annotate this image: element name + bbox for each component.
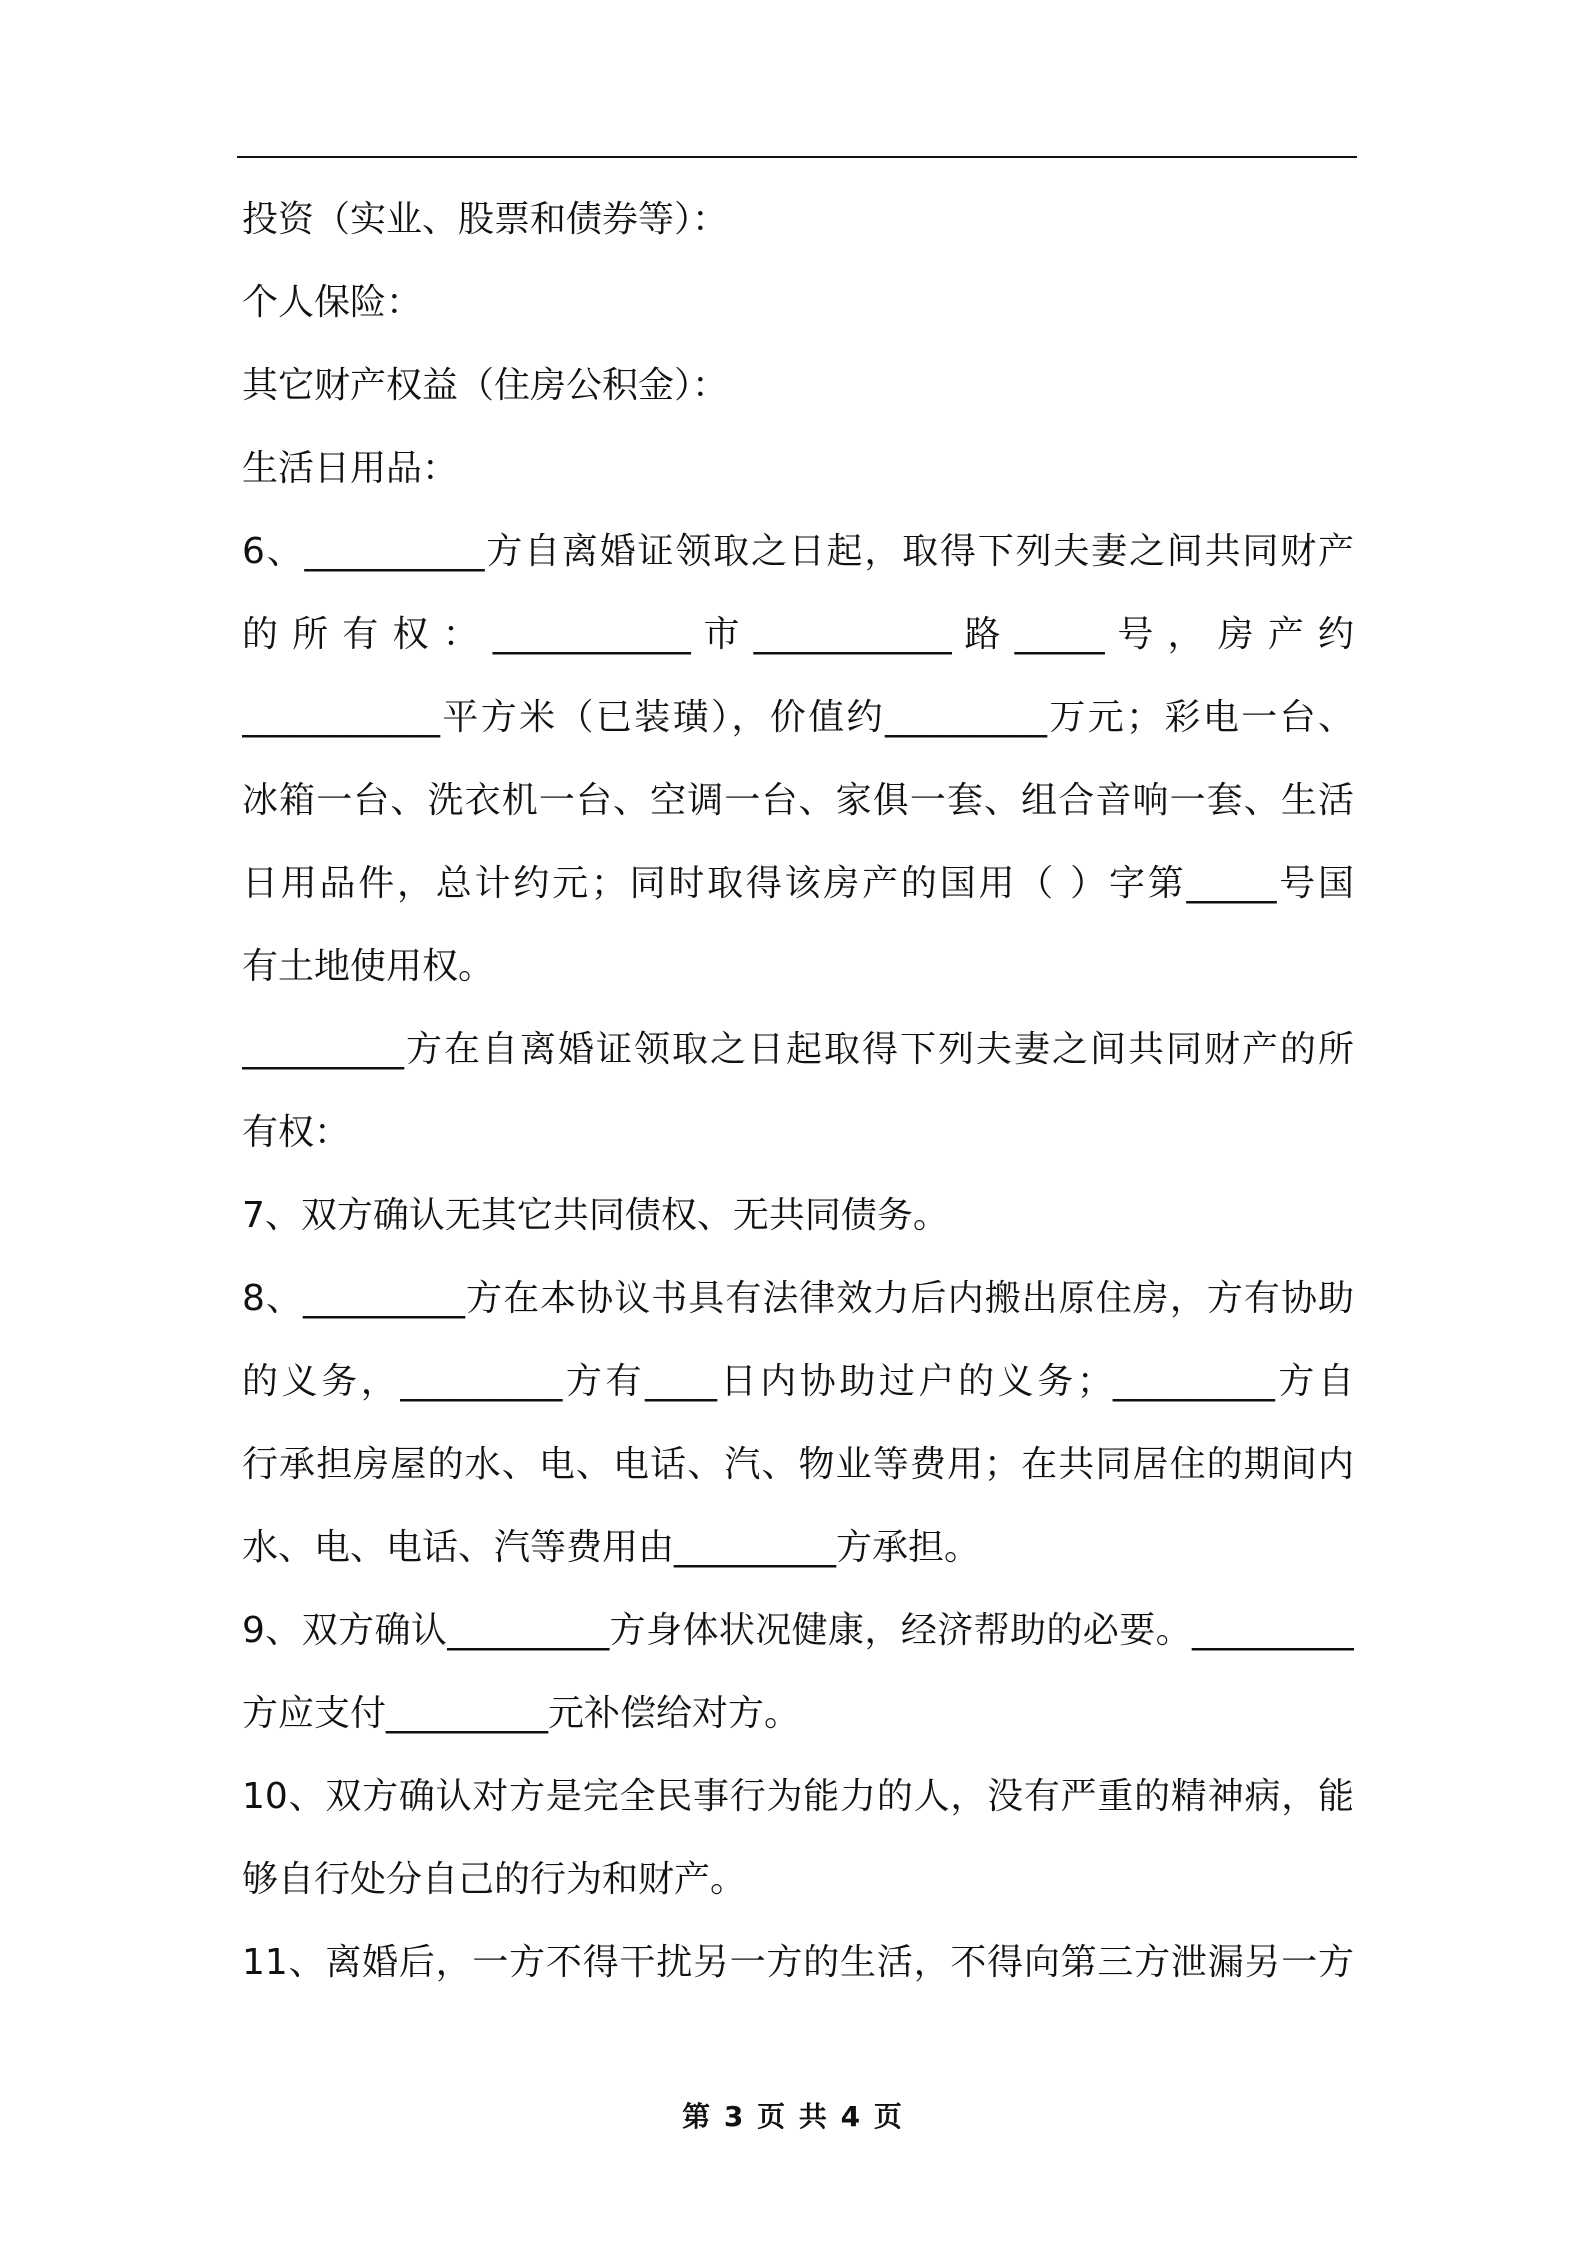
text-line: 有土地使用权。 — [242, 946, 495, 987]
document-body — [242, 178, 1354, 2004]
text-line-clause-11: 11、离婚后，一方不得干扰另一方的生活，不得向第三方泄漏另一方 — [242, 1942, 1354, 1983]
header-rule — [237, 156, 1357, 158]
text-line-investment: 投资（实业、股票和债券等）： — [242, 199, 729, 240]
text-line: ___________平方米（已装璜），价值约_________万元；彩电一台、 — [242, 697, 1354, 738]
text-line-clause-10: 10、双方确认对方是完全民事行为能力的人，没有严重的精神病，能 — [242, 1776, 1354, 1817]
text-line: 冰箱一台、洗衣机一台、空调一台、家俱一套、组合音响一套、生活 — [242, 780, 1354, 821]
text-line-clause-7: 7、双方确认无其它共同债权、无共同债务。 — [242, 1195, 949, 1236]
text-line-clause-9: 9、双方确认_________方身体状况健康，经济帮助的必要。_________ — [242, 1610, 1354, 1651]
page-number-footer: 第 3 页 共 4 页 — [682, 2100, 904, 2133]
text-line: 的义务，_________方有____日内协助过户的义务；_________方自 — [242, 1361, 1354, 1402]
text-line: 方应支付_________元补偿给对方。 — [242, 1693, 801, 1734]
text-line: 水、电、电话、汽等费用由_________方承担。 — [242, 1527, 981, 1568]
text-line-daily-goods: 生活日用品： — [242, 448, 459, 489]
text-line: _________方在自离婚证领取之日起取得下列夫妻之间共同财产的所 — [242, 1029, 1354, 1070]
text-line: 有权： — [242, 1112, 351, 1153]
text-line: 够自行处分自己的行为和财产。 — [242, 1859, 747, 1900]
text-line-insurance: 个人保险： — [242, 282, 423, 323]
text-line-clause-6: 6、__________方自离婚证领取之日起，取得下列夫妻之间共同财产 — [242, 531, 1354, 572]
text-line-clause-8: 8、_________方在本协议书具有法律效力后内搬出原住房，方有协助 — [242, 1278, 1354, 1319]
text-line-other-property: 其它财产权益（住房公积金）： — [242, 365, 729, 406]
text-line: 的 所 有 权 ： ___________ 市 ___________ 路 _____ 号 ， 房 产 约 — [242, 614, 1354, 655]
text-line: 行承担房屋的水、电、电话、汽、物业等费用；在共同居住的期间内 — [242, 1444, 1354, 1485]
text-line: 日用品件，总计约元；同时取得该房产的国用（ ）字第_____号国 — [242, 863, 1354, 904]
